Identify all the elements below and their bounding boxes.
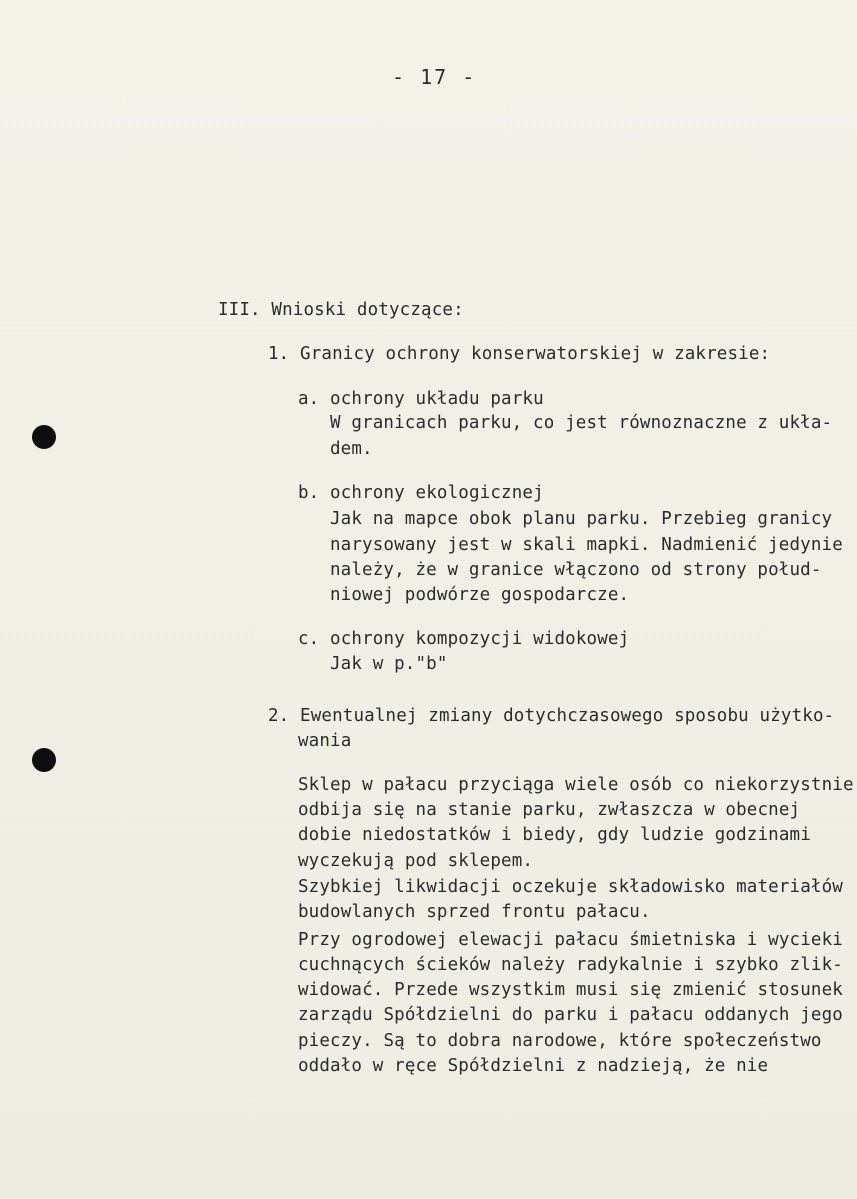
item-2-title: wania bbox=[298, 731, 352, 751]
subitem-b-text: niowej podwórze gospodarcze. bbox=[330, 585, 630, 605]
body-line: cuchnących ścieków należy radykalnie i szybko zlik- bbox=[298, 955, 843, 975]
subitem-b-text: narysowany jest w skali mapki. Nadmienić jedynie bbox=[330, 535, 843, 555]
subitem-a-label: a. ochrony układu parku bbox=[298, 389, 544, 409]
subitem-a-text: W granicach parku, co jest równoznaczne z ukła- bbox=[330, 413, 833, 433]
body-line: widować. Przede wszystkim musi się zmienić stosunek bbox=[298, 980, 843, 1000]
subitem-b-text: należy, że w granice włączono od strony połud- bbox=[330, 560, 822, 580]
body-line: zarządu Spółdzielni do parku i pałacu oddanych jego bbox=[298, 1005, 843, 1025]
subitem-b-label: b. ochrony ekologicznej bbox=[298, 483, 544, 503]
body-line: budowlanych sprzed frontu pałacu. bbox=[298, 902, 651, 922]
item-2-title: 2. Ewentualnej zmiany dotychczasowego sposobu użytko- bbox=[268, 706, 835, 726]
body-line: pieczy. Są to dobra narodowe, które społeczeństwo bbox=[298, 1031, 822, 1051]
punch-hole bbox=[32, 425, 56, 449]
body-line: odbija się na stanie parku, zwłaszcza w obecnej bbox=[298, 800, 801, 820]
subitem-c-label: c. ochrony kompozycji widokowej bbox=[298, 629, 630, 649]
item-1-title: 1. Granicy ochrony konserwatorskiej w zakresie: bbox=[268, 344, 771, 364]
body-line: Szybkiej likwidacji oczekuje składowisko materiałów bbox=[298, 877, 843, 897]
subitem-a-text: dem. bbox=[330, 439, 373, 459]
subitem-c-text: Jak w p."b" bbox=[330, 654, 448, 674]
section-heading: III. Wnioski dotyczące: bbox=[218, 300, 464, 320]
body-line: Sklep w pałacu przyciąga wiele osób co niekorzystnie bbox=[298, 775, 854, 795]
subitem-b-text: Jak na mapce obok planu parku. Przebieg granicy bbox=[330, 509, 833, 529]
body-line: dobie niedostatków i biedy, gdy ludzie godzinami bbox=[298, 825, 811, 845]
page-number: - 17 - bbox=[392, 65, 477, 89]
punch-hole bbox=[32, 748, 56, 772]
body-line: Przy ogrodowej elewacji pałacu śmietniska i wycieki bbox=[298, 930, 843, 950]
body-line: oddało w ręce Spółdzielni z nadzieją, że nie bbox=[298, 1056, 769, 1076]
body-line: wyczekują pod sklepem. bbox=[298, 851, 534, 871]
